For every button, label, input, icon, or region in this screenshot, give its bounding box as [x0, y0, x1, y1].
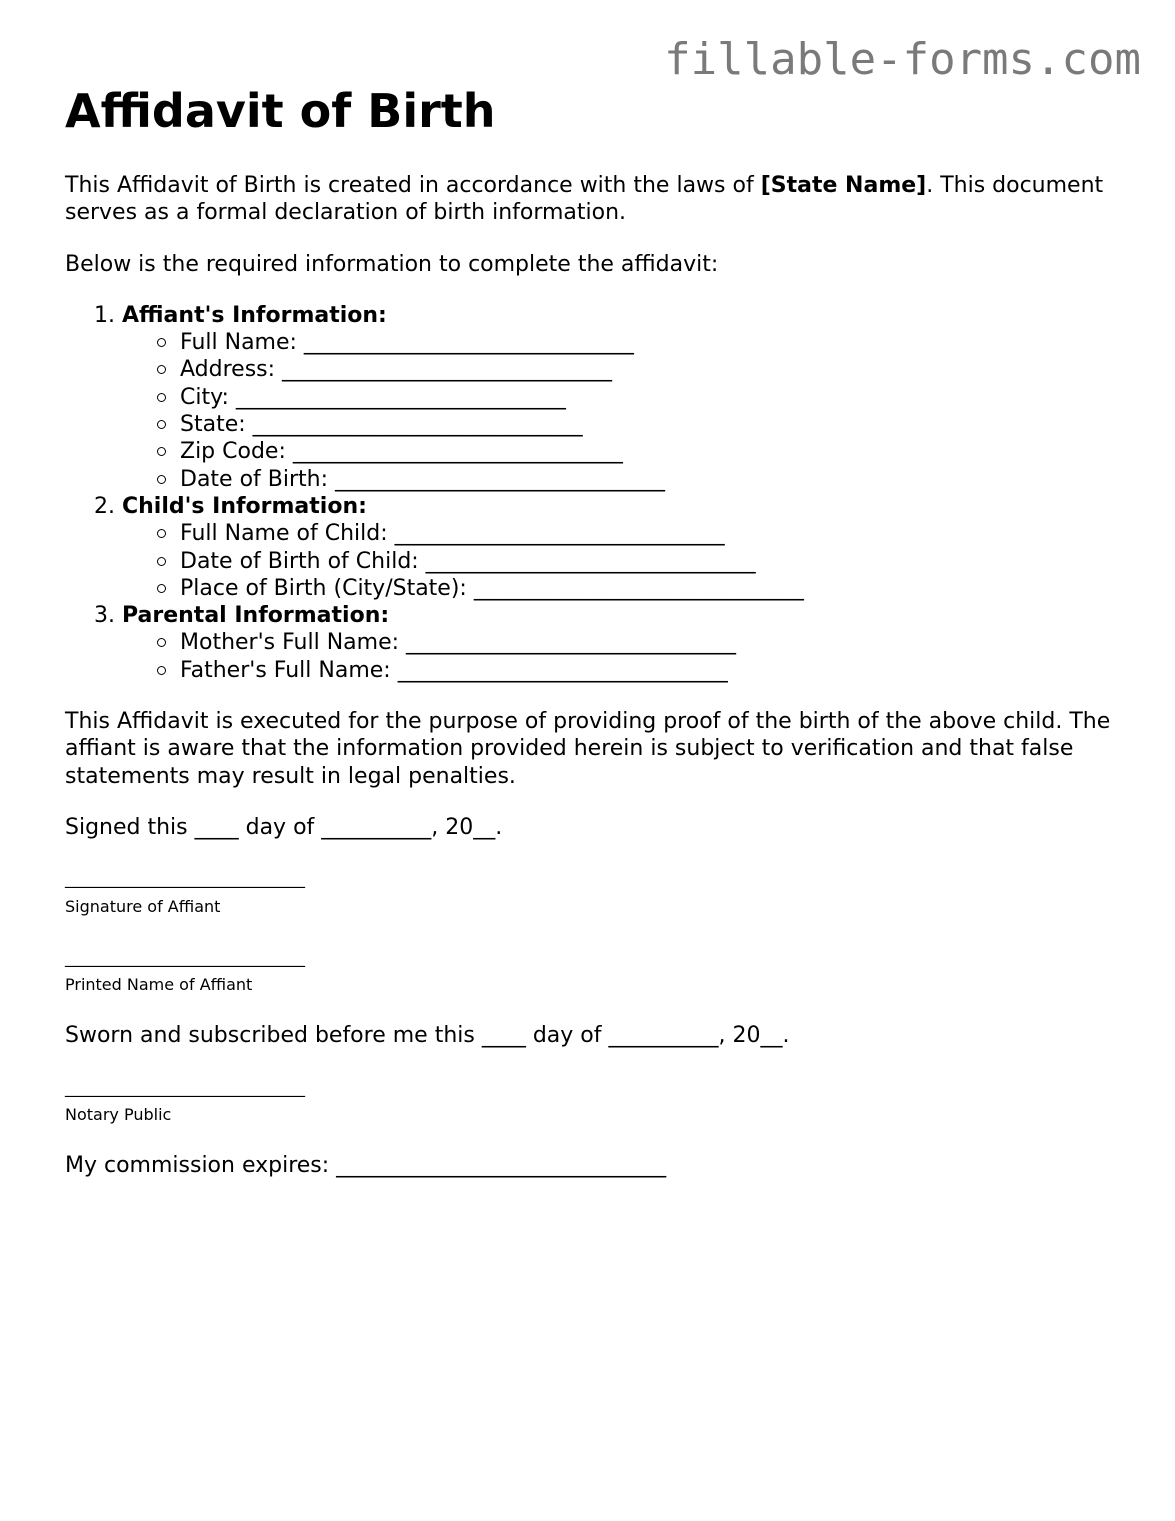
field-father-name[interactable]: Father's Full Name: ______________________________ — [180, 657, 1125, 684]
page-title: Affidavit of Birth — [65, 84, 496, 138]
intro-text-before: This Affidavit of Birth is created in accordance with the laws of — [65, 173, 761, 198]
field-child-full-name[interactable]: Full Name of Child: ______________________________ — [180, 520, 1125, 547]
section-heading: Affiant's Information: — [122, 302, 387, 328]
field-mother-name[interactable]: Mother's Full Name: ______________________________ — [180, 629, 1125, 656]
section-heading: Parental Information: — [122, 603, 390, 629]
section-affiant — [122, 302, 1125, 493]
document-body — [65, 84, 1125, 1180]
commission-expires-line[interactable]: My commission expires: ______________________________ — [65, 1153, 667, 1179]
field-list — [122, 629, 1125, 684]
signature-label: Signature of Affiant — [65, 896, 221, 916]
signature-line[interactable]: ______________________________ — [65, 869, 305, 889]
field-address[interactable]: Address: ______________________________ — [180, 356, 1125, 383]
intro-paragraph — [65, 172, 1125, 227]
watermark: fillable-forms.com — [664, 34, 1141, 85]
instructions-text: Below is the required information to complete the affidavit: — [65, 251, 719, 277]
sections-list — [65, 302, 1125, 684]
printed-name-label: Printed Name of Affiant — [65, 975, 253, 995]
printed-name-line[interactable]: ______________________________ — [65, 947, 305, 967]
section-parental — [122, 602, 1125, 684]
field-place-of-birth[interactable]: Place of Birth (City/State): ______________________________ — [180, 575, 1125, 602]
affiant-signature-block — [65, 865, 1125, 920]
field-list — [122, 520, 1125, 602]
section-child — [122, 493, 1125, 602]
field-state[interactable]: State: ______________________________ — [180, 411, 1125, 438]
field-child-date-of-birth[interactable]: Date of Birth of Child: ______________________________ — [180, 548, 1125, 575]
printed-name-block — [65, 944, 1125, 999]
section-heading: Child's Information: — [122, 493, 367, 519]
sworn-date-line[interactable]: Sworn and subscribed before me this ____ day of __________, 20__. — [65, 1023, 790, 1049]
notary-signature-line[interactable]: ______________________________ — [65, 1077, 305, 1097]
state-name-placeholder: [State Name] — [760, 173, 927, 198]
notary-label: Notary Public — [65, 1105, 172, 1125]
intro-text-after: . This document serves as a formal declaration of birth information. — [65, 173, 1104, 226]
field-full-name[interactable]: Full Name: ______________________________ — [180, 329, 1125, 356]
signed-date-line[interactable]: Signed this ____ day of __________, 20__. — [65, 814, 503, 840]
field-zip-code[interactable]: Zip Code: ______________________________ — [180, 438, 1125, 465]
notary-block — [65, 1074, 1125, 1129]
purpose-paragraph: This Affidavit is executed for the purpose of providing proof of the birth of the above child. The affiant is aware that the information provided herein is subject to verification and that false statements may result in legal penalties. — [65, 709, 1111, 789]
field-list — [122, 329, 1125, 493]
field-date-of-birth[interactable]: Date of Birth: ______________________________ — [180, 466, 1125, 493]
field-city[interactable]: City: ______________________________ — [180, 384, 1125, 411]
